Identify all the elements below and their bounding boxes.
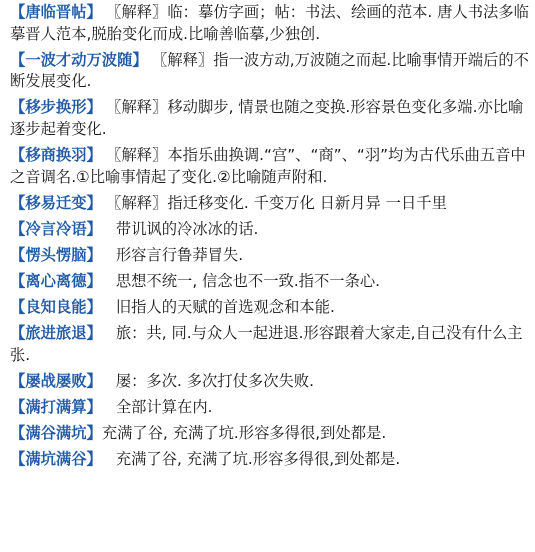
idiom-entry	[10, 449, 529, 471]
idiom-definition: 指一波方动,万波随之而起.比喻事情开端后的不断发展变化.	[10, 50, 529, 91]
idiom-term: 【满谷满坑】	[10, 424, 102, 443]
idiom-definition: 临：摹仿字画；帖：书法、绘画的范本. 唐人书法多临摹晋人范本,脱胎变化而成.比喻善临摹,少独创.	[10, 3, 529, 43]
idiom-term: 【移步换形】	[10, 98, 102, 117]
idiom-definition: 带讥讽的冷冰冰的话.	[115, 219, 259, 238]
idiom-entry	[10, 97, 529, 140]
idiom-entry	[10, 245, 529, 267]
idiom-entry	[10, 297, 529, 319]
idiom-entry	[10, 2, 529, 45]
idiom-definition: 思想不统一, 信念也不一致.指不一条心.	[115, 272, 381, 291]
idiom-term: 【屡战屡败】	[10, 371, 102, 390]
idiom-term: 【冷言冷语】	[10, 219, 102, 238]
idiom-term: 【移商换羽】	[10, 146, 102, 165]
idiom-entry	[10, 145, 529, 188]
idiom-definition: 指迁移变化. 千变万化 日新月异 一日千里	[167, 193, 447, 212]
idiom-entry	[10, 193, 529, 215]
idiom-definition: 屡：多次. 多次打仗多次失败.	[115, 371, 314, 390]
idiom-definition: 移动脚步, 情景也随之变换.形容景色变化多端.亦比喻逐步起着变化.	[10, 98, 524, 138]
explanation-tag: 〖解释〗	[113, 3, 168, 21]
idiom-definition: 形容言行鲁莽冒失.	[115, 245, 244, 264]
idiom-entry	[10, 50, 529, 93]
explanation-tag: 〖解释〗	[113, 146, 168, 165]
explanation-tag: 〖解释〗	[113, 193, 168, 212]
idiom-definition: 旅：共, 同.与众人一起进退.形容跟着大家走,自己没有什么主张.	[10, 324, 523, 364]
idiom-definition: 充满了谷, 充满了坑.形容多得很,到处都是.	[115, 450, 401, 469]
idiom-term: 【愣头愣脑】	[10, 245, 102, 264]
idiom-entry	[10, 219, 529, 241]
explanation-tag: 〖解释〗	[159, 50, 214, 69]
idiom-entry	[10, 371, 529, 393]
idiom-term: 【一波才动万波随】	[10, 50, 148, 69]
idiom-entry	[10, 271, 529, 293]
idiom-term: 【满坑满谷】	[10, 450, 102, 469]
explanation-tag: 〖解释〗	[113, 98, 168, 117]
idiom-term: 【离心离德】	[10, 272, 102, 291]
idiom-definition: 旧指人的天赋的首选观念和本能.	[115, 298, 335, 317]
idiom-entry	[10, 397, 529, 419]
idiom-definition: 充满了谷, 充满了坑.形容多得很,到处都是.	[101, 424, 387, 443]
idiom-entry	[10, 423, 529, 445]
idiom-term: 【旅进旅退】	[10, 324, 102, 343]
idiom-term: 【良知良能】	[10, 298, 102, 317]
idiom-term: 【唐临晋帖】	[10, 3, 102, 21]
idiom-definition: 本指乐曲换调.“宫”、“商”、“羽”均为古代乐曲五音中之音调名.①比喻事情起了变化.②比喻随声附和.	[10, 146, 526, 186]
idiom-term: 【移易迁变】	[10, 193, 102, 212]
idiom-definition: 全部计算在内.	[115, 398, 213, 416]
idiom-term: 【满打满算】	[10, 398, 102, 416]
idiom-entry	[10, 323, 529, 366]
